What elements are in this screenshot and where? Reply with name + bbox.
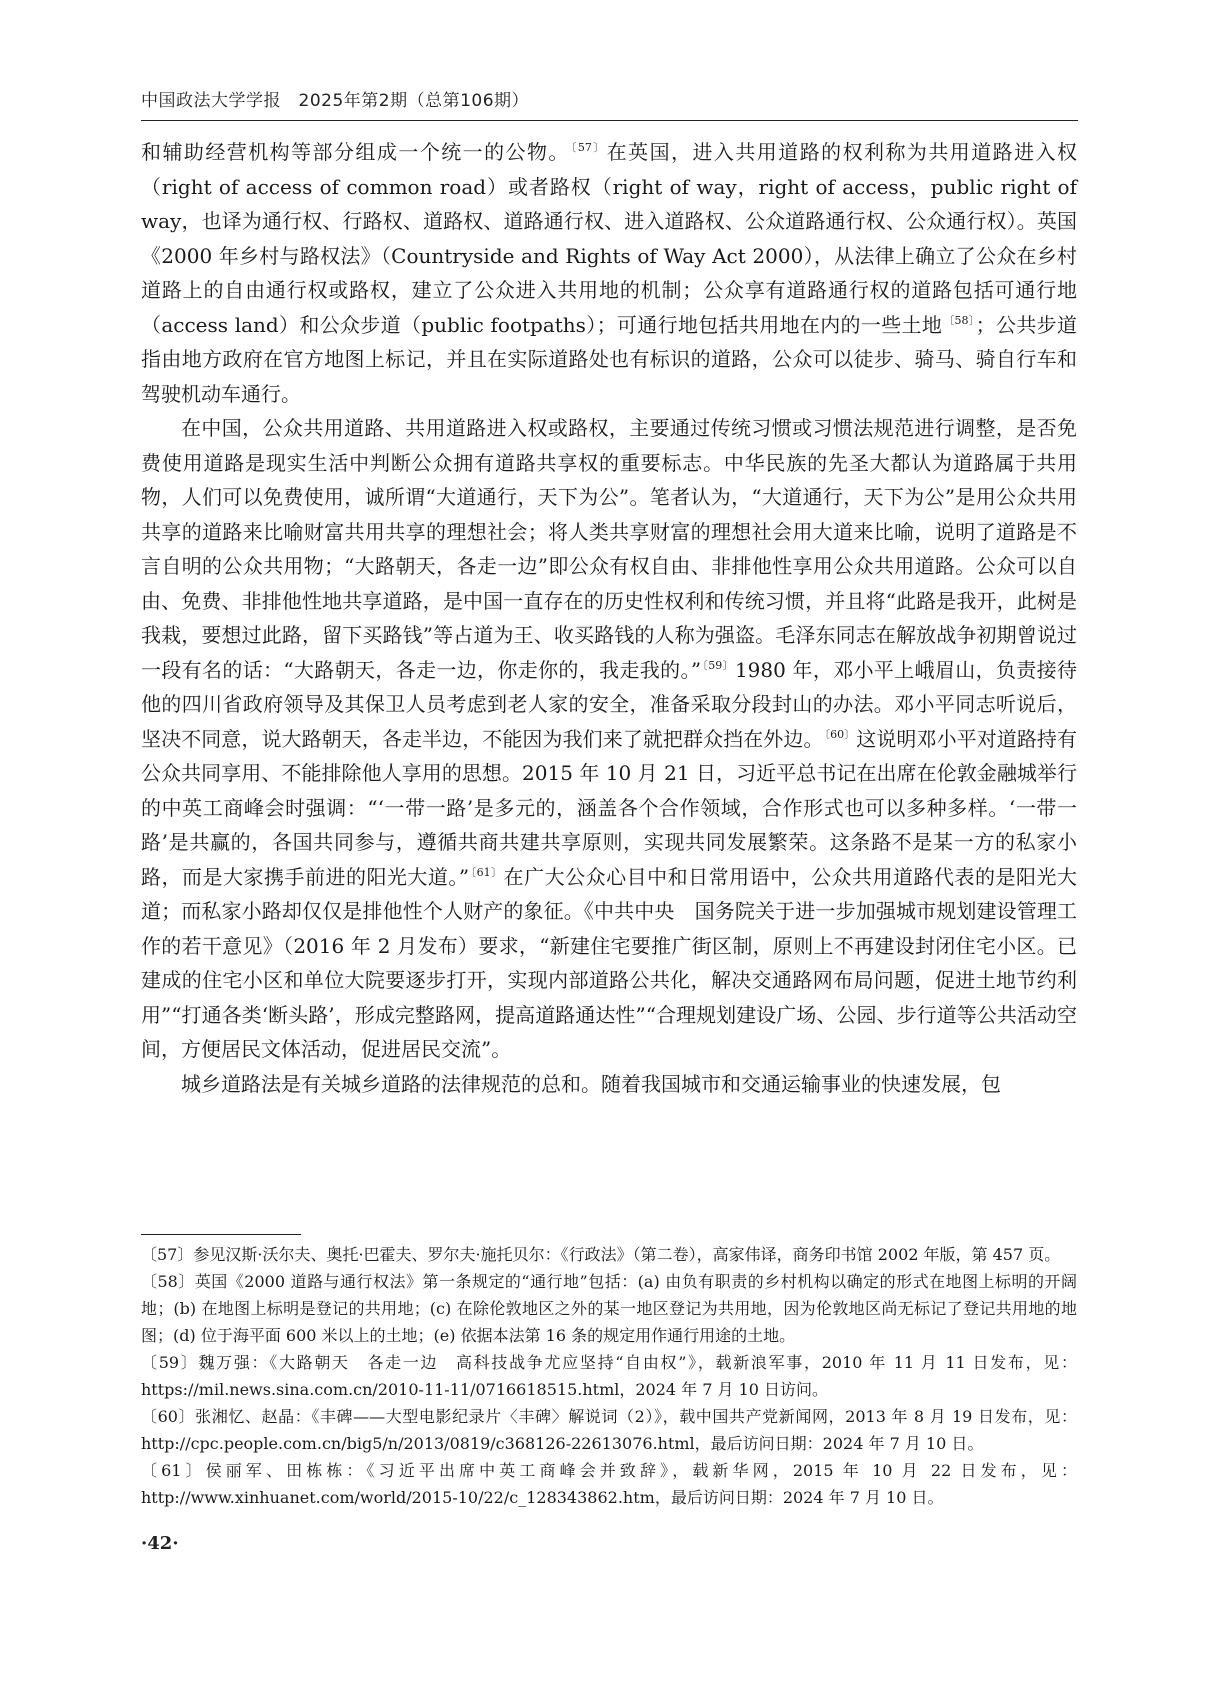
footnote-ref-61[interactable]: 〔61〕 [470, 865, 503, 879]
footnote-ref-60[interactable]: 〔60〕 [824, 727, 856, 741]
p2-text-2: 1980 年，邓小平上峨眉山，负责接待他的四川省政府领导及其保卫人员考虑到老人家的安全，准备采取分段封山的办法。邓小平同志听说后，坚决不同意，说大路朝天，各走半边，不能因为我们来了就把群众挡在外边。 [141, 657, 1077, 751]
page-number: ·42· [141, 1533, 179, 1554]
footnote-rule [141, 1234, 301, 1235]
header-rule [141, 120, 1078, 121]
footnote-ref-58[interactable]: 〔58〕 [943, 313, 975, 327]
footnote-59: 〔59〕魏万强：《大路朝天 各走一边 高科技战争尤应坚持“自由权”》，载新浪军事，2010 年 11 月 11 日发布，见：https://mil.news.sina.com.cn/2010-11-11/0716618515.html，2024 年 7 月 10 日访问。 [141, 1353, 1077, 1399]
p1-text-3: ；公共步道指由地方政府在官方地图上标记，并且在实际道路处也有标识的道路，公众可以徒步、骑马、骑自行车和驾驶机动车通行。 [141, 312, 1077, 406]
p1-text-1: 和辅助经营机构等部分组成一个统一的公物。 [141, 140, 570, 164]
p2-text-1: 在中国，公众共用道路、共用道路进入权或路权，主要通过传统习惯或习惯法规范进行调整，是否免费使用道路是现实生活中判断公众拥有道路共享权的重要标志。中华民族的先圣大都认为道路属于共用物，人们可以免费使用，诚所谓“大道通行，天下为公”。笔者认为，“大道通行，天下为公”是用公众共用共享的道路来比喻财富共用共享的理想社会；将人类共享财富的理想社会用大道来比喻，说明了道路是不言自明的公众共用物；“大路朝天，各走一边”即公众有权自由、非排他性享用公众共用道路。公众可以自由、免费、非排他性地共享道路，是中国一直存在的历史性权利和传统习惯，并且将“此路是我开，此树是我栽，要想过此路，留下买路钱”等占道为王、收买路钱的人称为强盗。毛泽东同志在解放战争初期曾说过一段有名的话：“大路朝天，各走一边，你走你的，我走我的。” [141, 416, 1077, 682]
paragraph-1 [141, 135, 1077, 411]
footnote-60: 〔60〕张湘忆、赵晶：《丰碑——大型电影纪录片〈丰碑〉解说词（2）》，载中国共产党新闻网，2013 年 8 月 19 日发布，见：http://cpc.people.com.cn/big5/n/2013/0819/c368126-22613076.html，最后访问日期：2024 年 7 月 10 日。 [141, 1407, 1077, 1453]
footnote-ref-59[interactable]: 〔59〕 [702, 658, 734, 672]
running-header: 中国政法大学学报 2025年第2期（总第106期） [141, 91, 530, 111]
paragraph-2 [141, 411, 1077, 1067]
main-text [141, 135, 1077, 1101]
footnote-57: 〔57〕参见汉斯·沃尔夫、奥托·巴霍夫、罗尔夫·施托贝尔：《行政法》（第二卷），高家伟译，商务印书馆 2002 年版，第 457 页。 [141, 1245, 1061, 1264]
footnote-ref-57[interactable]: 〔57〕 [570, 141, 606, 155]
p2-text-4: 在广大公众心目中和日常用语中，公众共用道路代表的是阳光大道；而私家小路却仅仅是排他性个人财产的象征。《中共中央 国务院关于进一步加强城市规划建设管理工作的若干意见》（2016 年 2 月发布）要求，“新建住宅要推广街区制，原则上不再建设封闭住宅小区。已建成的住宅小区和单位大院要逐步打开，实现内部道路公共化，解决交通路网布局问题，促进土地节约利用”“打通各类‘断头路’，形成完整路网，提高道路通达性”“合理规划建设广场、公园、步行道等公共活动空间，方便居民文体活动，促进居民交流”。 [141, 864, 1078, 1061]
p1-text-2: 在英国，进入共用道路的权利称为共用道路进入权（right of access of common road）或者路权（right of way，right of access，public right of way，也译为通行权、行路权、道路权、道路通行权、进入道路权、公众道路通行权、公众通行权）。英国《2000 年乡村与路权法》（Countryside and Rights of Way Act 2000），从法律上确立了公众在乡村道路上的自由通行权或路权，建立了公众进入共用地的机制；公众享有道路通行权的道路包括可通行地（access land）和公众步道（public footpaths）；可通行地包括共用地在内的一些土地 [141, 140, 1078, 337]
p2-text-3: 这说明邓小平对道路持有公众共同享用、不能排除他人享用的思想。2015 年 10 月 21 日，习近平总书记在出席在伦敦金融城举行的中英工商峰会时强调：“‘一带一路’是多元的，涵盖各个合作领域，合作形式也可以多种多样。‘一带一路’是共赢的，各国共同参与，遵循共商共建共享原则，实现共同发展繁荣。这条路不是某一方的私家小路，而是大家携手前进的阳光大道。” [141, 726, 1078, 889]
footnote-58: 〔58〕英国《2000 道路与通行权法》第一条规定的“通行地”包括：(a) 由负有职责的乡村机构以确定的形式在地图上标明的开阔地；(b) 在地图上标明是登记的共用地；(c) 在除伦敦地区之外的某一地区登记为共用地，因为伦敦地区尚无标记了登记共用地的地图；(d) 位于海平面 600 米以上的土地；(e) 依据本法第 16 条的规定用作通行用途的土地。 [141, 1272, 1077, 1345]
footnotes [141, 1241, 1077, 1511]
paragraph-3: 城乡道路法是有关城乡道路的法律规范的总和。随着我国城市和交通运输事业的快速发展，包 [181, 1071, 1001, 1096]
footnote-61: 〔61〕侯丽军、田栋栋：《习近平出席中英工商峰会并致辞》，载新华网，2015 年 10 月 22 日发布，见：http://www.xinhuanet.com/world/2015-10/22/c_128343862.htm，最后访问日期：2024 年 7 月 10 日。 [141, 1461, 1077, 1507]
